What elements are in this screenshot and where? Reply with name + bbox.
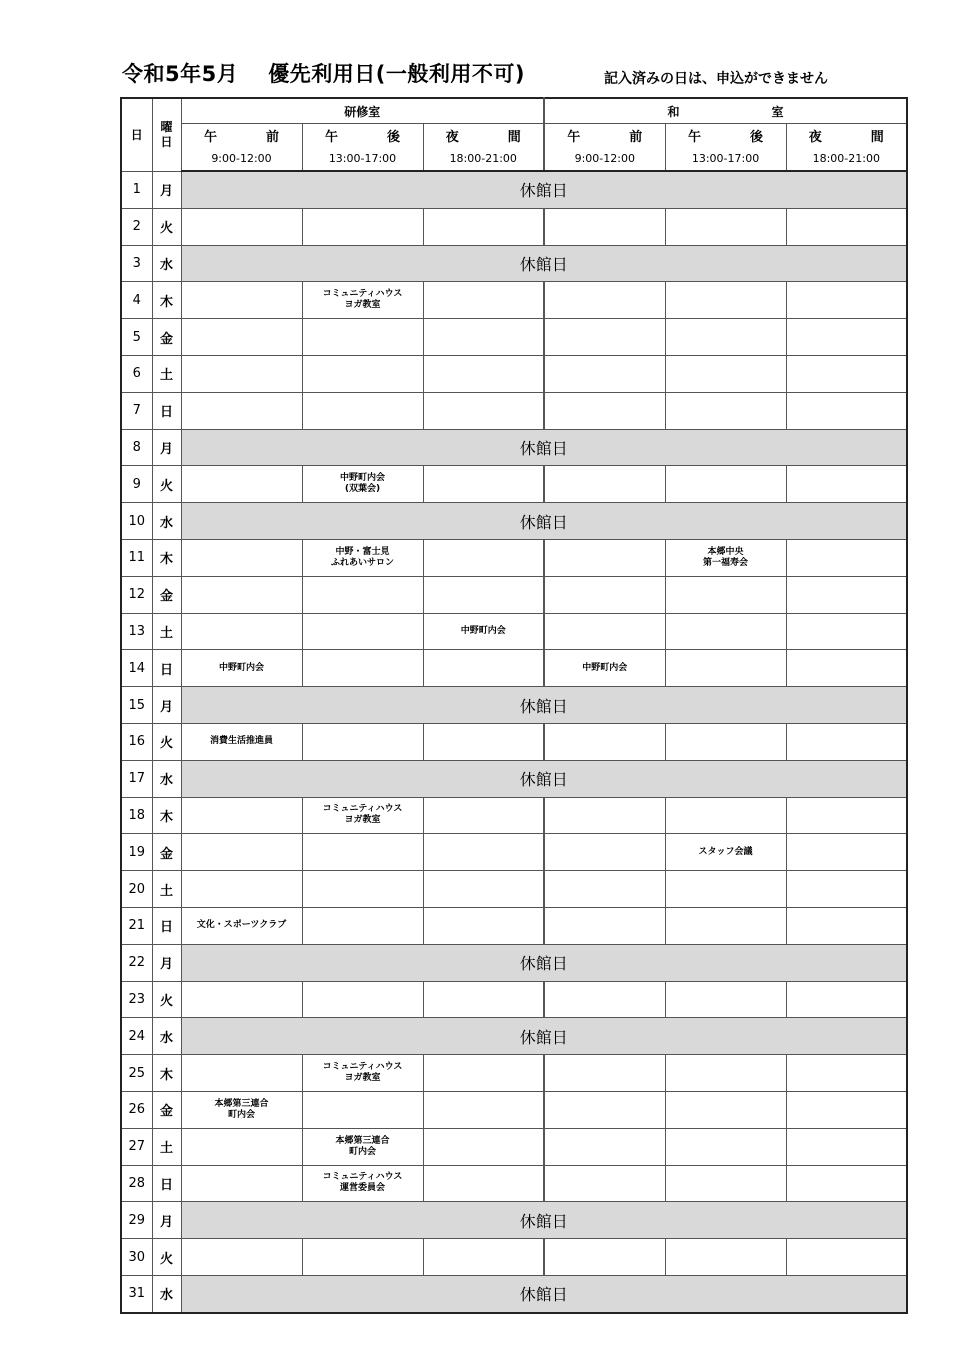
slot-cell-training-pm[interactable]: [302, 871, 423, 908]
row-weekday: 水: [152, 760, 181, 797]
slot-cell-training-am[interactable]: 消費生活推進員: [181, 723, 302, 760]
row-day: 26: [121, 1091, 152, 1128]
table-row: [121, 687, 907, 724]
slot-cell-training-night[interactable]: [423, 1091, 544, 1128]
slot-cell-japanese-pm[interactable]: [665, 723, 786, 760]
header-time-night-1: 18:00-21:00: [423, 147, 544, 171]
slot-cell-training-night[interactable]: [423, 981, 544, 1018]
slot-cell-japanese-pm[interactable]: [665, 1165, 786, 1202]
row-day: 3: [121, 245, 152, 282]
row-day: 5: [121, 319, 152, 356]
row-weekday: 土: [152, 871, 181, 908]
slot-cell-training-am[interactable]: [181, 613, 302, 650]
row-day: 19: [121, 834, 152, 871]
table-row: [121, 944, 907, 981]
slot-cell-japanese-night[interactable]: [786, 1128, 907, 1165]
header-time-am-2: 9:00-12:00: [544, 147, 665, 171]
page-title: [122, 58, 525, 88]
row-weekday: 月: [152, 171, 181, 208]
slot-cell-japanese-am[interactable]: [544, 282, 665, 319]
slot-cell-training-night[interactable]: 中野町内会: [423, 613, 544, 650]
slot-cell-training-pm[interactable]: コミュニティハウス 運営委員会: [302, 1165, 423, 1202]
slot-cell-training-night[interactable]: [423, 723, 544, 760]
slot-cell-japanese-pm[interactable]: [665, 355, 786, 392]
table-row: [121, 282, 907, 319]
slot-cell-japanese-pm[interactable]: スタッフ会議: [665, 834, 786, 871]
row-day: 10: [121, 503, 152, 540]
slot-cell-japanese-pm[interactable]: [665, 576, 786, 613]
slot-cell-training-am[interactable]: [181, 797, 302, 834]
table-row: [121, 871, 907, 908]
slot-cell-training-am[interactable]: [181, 1239, 302, 1276]
slot-cell-training-night[interactable]: [423, 1165, 544, 1202]
slot-cell-japanese-pm[interactable]: [665, 282, 786, 319]
closed-day-cell: 休館日: [181, 171, 907, 208]
row-day: 31: [121, 1275, 152, 1312]
slot-cell-japanese-night[interactable]: [786, 282, 907, 319]
slot-cell-japanese-am[interactable]: [544, 576, 665, 613]
slot-cell-japanese-night[interactable]: [786, 1055, 907, 1092]
slot-cell-japanese-pm[interactable]: [665, 1128, 786, 1165]
slot-cell-training-am[interactable]: [181, 981, 302, 1018]
slot-cell-japanese-am[interactable]: [544, 1091, 665, 1128]
slot-cell-training-am[interactable]: [181, 1128, 302, 1165]
row-day: 17: [121, 760, 152, 797]
row-weekday: 土: [152, 1128, 181, 1165]
slot-cell-training-pm[interactable]: [302, 907, 423, 944]
slot-cell-training-night[interactable]: [423, 834, 544, 871]
table-row: [121, 760, 907, 797]
row-weekday: 金: [152, 1091, 181, 1128]
slot-cell-japanese-night[interactable]: [786, 613, 907, 650]
slot-cell-training-pm[interactable]: [302, 576, 423, 613]
title-month: 令和5年5月: [122, 62, 239, 86]
row-weekday: 火: [152, 723, 181, 760]
header-room-training: 研修室: [181, 98, 544, 124]
title-description: 優先利用日(一般利用不可): [268, 62, 525, 86]
schedule-table: [120, 97, 908, 1314]
table-row: [121, 392, 907, 429]
table-row: [121, 1018, 907, 1055]
row-weekday: 土: [152, 355, 181, 392]
row-weekday: 木: [152, 797, 181, 834]
row-weekday: 土: [152, 613, 181, 650]
closed-day-cell: 休館日: [181, 687, 907, 724]
slot-cell-japanese-night[interactable]: [786, 355, 907, 392]
table-row: [121, 1239, 907, 1276]
closed-day-cell: 休館日: [181, 1018, 907, 1055]
slot-cell-japanese-am[interactable]: [544, 907, 665, 944]
slot-cell-training-pm[interactable]: [302, 981, 423, 1018]
row-weekday: 金: [152, 576, 181, 613]
row-weekday: 木: [152, 282, 181, 319]
slot-cell-training-night[interactable]: [423, 282, 544, 319]
table-row: [121, 539, 907, 576]
slot-cell-japanese-pm[interactable]: [665, 1091, 786, 1128]
slot-cell-training-night[interactable]: [423, 392, 544, 429]
slot-cell-training-am[interactable]: [181, 355, 302, 392]
slot-cell-training-pm[interactable]: [302, 355, 423, 392]
row-day: 15: [121, 687, 152, 724]
table-row: [121, 907, 907, 944]
closed-day-cell: 休館日: [181, 944, 907, 981]
table-row: [121, 1128, 907, 1165]
row-day: 23: [121, 981, 152, 1018]
closed-day-cell: 休館日: [181, 503, 907, 540]
closed-day-cell: 休館日: [181, 429, 907, 466]
table-row: [121, 1055, 907, 1092]
closed-day-cell: 休館日: [181, 1202, 907, 1239]
slot-cell-japanese-pm[interactable]: [665, 1055, 786, 1092]
slot-cell-japanese-pm[interactable]: [665, 1239, 786, 1276]
row-weekday: 水: [152, 503, 181, 540]
row-day: 4: [121, 282, 152, 319]
table-row: [121, 1165, 907, 1202]
slot-cell-japanese-night[interactable]: [786, 907, 907, 944]
table-row: [121, 429, 907, 466]
slot-cell-japanese-night[interactable]: [786, 723, 907, 760]
row-day: 27: [121, 1128, 152, 1165]
slot-cell-japanese-am[interactable]: [544, 1128, 665, 1165]
header-time-am-1: 9:00-12:00: [181, 147, 302, 171]
table-row: [121, 613, 907, 650]
table-row: [121, 576, 907, 613]
slot-cell-japanese-am[interactable]: [544, 613, 665, 650]
slot-cell-training-night[interactable]: [423, 355, 544, 392]
row-weekday: 月: [152, 944, 181, 981]
slot-cell-japanese-night[interactable]: [786, 981, 907, 1018]
slot-cell-japanese-am[interactable]: 中野町内会: [544, 650, 665, 687]
header-day: 日: [121, 98, 152, 171]
row-weekday: 月: [152, 687, 181, 724]
slot-cell-training-am[interactable]: [181, 208, 302, 245]
row-day: 28: [121, 1165, 152, 1202]
slot-cell-training-am[interactable]: 中野町内会: [181, 650, 302, 687]
slot-cell-japanese-pm[interactable]: [665, 981, 786, 1018]
slot-cell-training-pm[interactable]: コミュニティハウス ヨガ教室: [302, 1055, 423, 1092]
row-weekday: 火: [152, 466, 181, 503]
slot-cell-japanese-pm[interactable]: [665, 650, 786, 687]
slot-cell-training-pm[interactable]: [302, 319, 423, 356]
row-day: 29: [121, 1202, 152, 1239]
row-weekday: 月: [152, 1202, 181, 1239]
slot-cell-training-pm[interactable]: [302, 1091, 423, 1128]
row-day: 1: [121, 171, 152, 208]
table-row: [121, 723, 907, 760]
slot-cell-japanese-pm[interactable]: [665, 797, 786, 834]
slot-cell-japanese-pm[interactable]: 本郷中央 第一福寿会: [665, 539, 786, 576]
slot-cell-japanese-pm[interactable]: [665, 392, 786, 429]
row-day: 13: [121, 613, 152, 650]
slot-cell-japanese-pm[interactable]: [665, 466, 786, 503]
slot-cell-japanese-am[interactable]: [544, 319, 665, 356]
slot-cell-training-am[interactable]: [181, 834, 302, 871]
header-time-pm-2: 13:00-17:00: [665, 147, 786, 171]
table-row: [121, 319, 907, 356]
slot-cell-japanese-pm[interactable]: [665, 208, 786, 245]
slot-cell-japanese-pm[interactable]: [665, 871, 786, 908]
table-row: [121, 503, 907, 540]
slot-cell-training-pm[interactable]: 本郷第三連合 町内会: [302, 1128, 423, 1165]
table-row: [121, 834, 907, 871]
slot-cell-japanese-am[interactable]: [544, 834, 665, 871]
row-weekday: 日: [152, 650, 181, 687]
slot-cell-training-am[interactable]: [181, 319, 302, 356]
row-weekday: 水: [152, 1018, 181, 1055]
slot-cell-training-am[interactable]: [181, 466, 302, 503]
row-day: 12: [121, 576, 152, 613]
slot-cell-japanese-night[interactable]: [786, 871, 907, 908]
header-room-japanese: 和 室: [544, 98, 907, 124]
header-time-pm-1: 13:00-17:00: [302, 147, 423, 171]
row-weekday: 月: [152, 429, 181, 466]
slot-cell-japanese-night[interactable]: [786, 650, 907, 687]
row-day: 18: [121, 797, 152, 834]
slot-cell-training-night[interactable]: [423, 871, 544, 908]
slot-cell-japanese-night[interactable]: [786, 1091, 907, 1128]
slot-cell-japanese-am[interactable]: [544, 1165, 665, 1202]
row-day: 21: [121, 907, 152, 944]
slot-cell-japanese-am[interactable]: [544, 723, 665, 760]
row-weekday: 金: [152, 834, 181, 871]
row-weekday: 火: [152, 981, 181, 1018]
row-day: 14: [121, 650, 152, 687]
closed-day-cell: 休館日: [181, 760, 907, 797]
header-time-night-2: 18:00-21:00: [786, 147, 907, 171]
slot-cell-training-night[interactable]: [423, 650, 544, 687]
slot-cell-japanese-night[interactable]: [786, 576, 907, 613]
slot-cell-training-night[interactable]: [423, 907, 544, 944]
slot-cell-training-am[interactable]: [181, 1055, 302, 1092]
row-day: 25: [121, 1055, 152, 1092]
row-day: 6: [121, 355, 152, 392]
slot-cell-training-night[interactable]: [423, 539, 544, 576]
slot-cell-training-am[interactable]: [181, 576, 302, 613]
slot-cell-training-am[interactable]: [181, 282, 302, 319]
table-row: [121, 1275, 907, 1312]
row-day: 2: [121, 208, 152, 245]
slot-cell-japanese-night[interactable]: [786, 1239, 907, 1276]
slot-cell-training-pm[interactable]: 中野・富士見 ふれあいサロン: [302, 539, 423, 576]
slot-cell-japanese-night[interactable]: [786, 319, 907, 356]
slot-cell-japanese-am[interactable]: [544, 1055, 665, 1092]
row-day: 20: [121, 871, 152, 908]
row-day: 8: [121, 429, 152, 466]
slot-cell-training-night[interactable]: [423, 466, 544, 503]
row-weekday: 火: [152, 208, 181, 245]
row-weekday: 木: [152, 539, 181, 576]
header-period-am-2: 午 前: [544, 124, 665, 148]
slot-cell-training-am[interactable]: [181, 1165, 302, 1202]
row-weekday: 木: [152, 1055, 181, 1092]
row-weekday: 水: [152, 1275, 181, 1312]
table-row: [121, 1202, 907, 1239]
slot-cell-training-night[interactable]: [423, 797, 544, 834]
slot-cell-japanese-am[interactable]: [544, 208, 665, 245]
header-weekday-label: 曜 日: [160, 119, 173, 149]
slot-cell-training-night[interactable]: [423, 1128, 544, 1165]
slot-cell-japanese-night[interactable]: [786, 208, 907, 245]
slot-cell-japanese-am[interactable]: [544, 355, 665, 392]
table-row: [121, 355, 907, 392]
slot-cell-training-pm[interactable]: コミュニティハウス ヨガ教室: [302, 282, 423, 319]
row-weekday: 水: [152, 245, 181, 282]
closed-day-cell: 休館日: [181, 245, 907, 282]
slot-cell-training-pm[interactable]: [302, 1239, 423, 1276]
row-weekday: 日: [152, 1165, 181, 1202]
slot-cell-japanese-am[interactable]: [544, 466, 665, 503]
row-weekday: 日: [152, 907, 181, 944]
slot-cell-japanese-am[interactable]: [544, 392, 665, 429]
slot-cell-training-am[interactable]: [181, 871, 302, 908]
slot-cell-japanese-night[interactable]: [786, 539, 907, 576]
header-period-am-1: 午 前: [181, 124, 302, 148]
closed-day-cell: 休館日: [181, 1275, 907, 1312]
header-weekday: [152, 98, 181, 171]
slot-cell-training-am[interactable]: [181, 392, 302, 429]
table-row: [121, 208, 907, 245]
slot-cell-japanese-night[interactable]: [786, 392, 907, 429]
slot-cell-japanese-pm[interactable]: [665, 907, 786, 944]
row-day: 30: [121, 1239, 152, 1276]
table-row: [121, 981, 907, 1018]
row-weekday: 日: [152, 392, 181, 429]
slot-cell-japanese-am[interactable]: [544, 981, 665, 1018]
table-row: [121, 797, 907, 834]
row-day: 24: [121, 1018, 152, 1055]
header-period-pm-2: 午 後: [665, 124, 786, 148]
row-day: 11: [121, 539, 152, 576]
header-period-pm-1: 午 後: [302, 124, 423, 148]
slot-cell-training-night[interactable]: [423, 208, 544, 245]
slot-cell-japanese-pm[interactable]: [665, 613, 786, 650]
table-row: [121, 650, 907, 687]
row-day: 7: [121, 392, 152, 429]
slot-cell-japanese-night[interactable]: [786, 466, 907, 503]
slot-cell-japanese-am[interactable]: [544, 871, 665, 908]
slot-cell-training-night[interactable]: [423, 1239, 544, 1276]
slot-cell-training-pm[interactable]: コミュニティハウス ヨガ教室: [302, 797, 423, 834]
slot-cell-training-pm[interactable]: 中野町内会 (双葉会): [302, 466, 423, 503]
slot-cell-training-pm[interactable]: [302, 650, 423, 687]
slot-cell-japanese-am[interactable]: [544, 1239, 665, 1276]
slot-cell-training-am[interactable]: 本郷第三連合 町内会: [181, 1091, 302, 1128]
row-weekday: 金: [152, 319, 181, 356]
slot-cell-training-pm[interactable]: [302, 613, 423, 650]
slot-cell-training-am[interactable]: 文化・スポーツクラブ: [181, 907, 302, 944]
slot-cell-training-am[interactable]: [181, 539, 302, 576]
slot-cell-japanese-pm[interactable]: [665, 319, 786, 356]
header-period-night-1: 夜 間: [423, 124, 544, 148]
booking-note: 記入済みの日は、申込ができません: [604, 71, 828, 87]
slot-cell-japanese-am[interactable]: [544, 539, 665, 576]
slot-cell-training-night[interactable]: [423, 576, 544, 613]
row-day: 22: [121, 944, 152, 981]
slot-cell-training-pm[interactable]: [302, 208, 423, 245]
table-row: [121, 245, 907, 282]
row-weekday: 火: [152, 1239, 181, 1276]
header-period-night-2: 夜 間: [786, 124, 907, 148]
table-row: [121, 1091, 907, 1128]
table-row: [121, 466, 907, 503]
slot-cell-training-pm[interactable]: [302, 834, 423, 871]
slot-cell-japanese-night[interactable]: [786, 797, 907, 834]
table-row: [121, 171, 907, 208]
slot-cell-japanese-night[interactable]: [786, 834, 907, 871]
slot-cell-training-pm[interactable]: [302, 392, 423, 429]
slot-cell-japanese-am[interactable]: [544, 797, 665, 834]
slot-cell-japanese-night[interactable]: [786, 1165, 907, 1202]
slot-cell-training-night[interactable]: [423, 319, 544, 356]
slot-cell-training-night[interactable]: [423, 1055, 544, 1092]
row-day: 9: [121, 466, 152, 503]
row-day: 16: [121, 723, 152, 760]
slot-cell-training-pm[interactable]: [302, 723, 423, 760]
